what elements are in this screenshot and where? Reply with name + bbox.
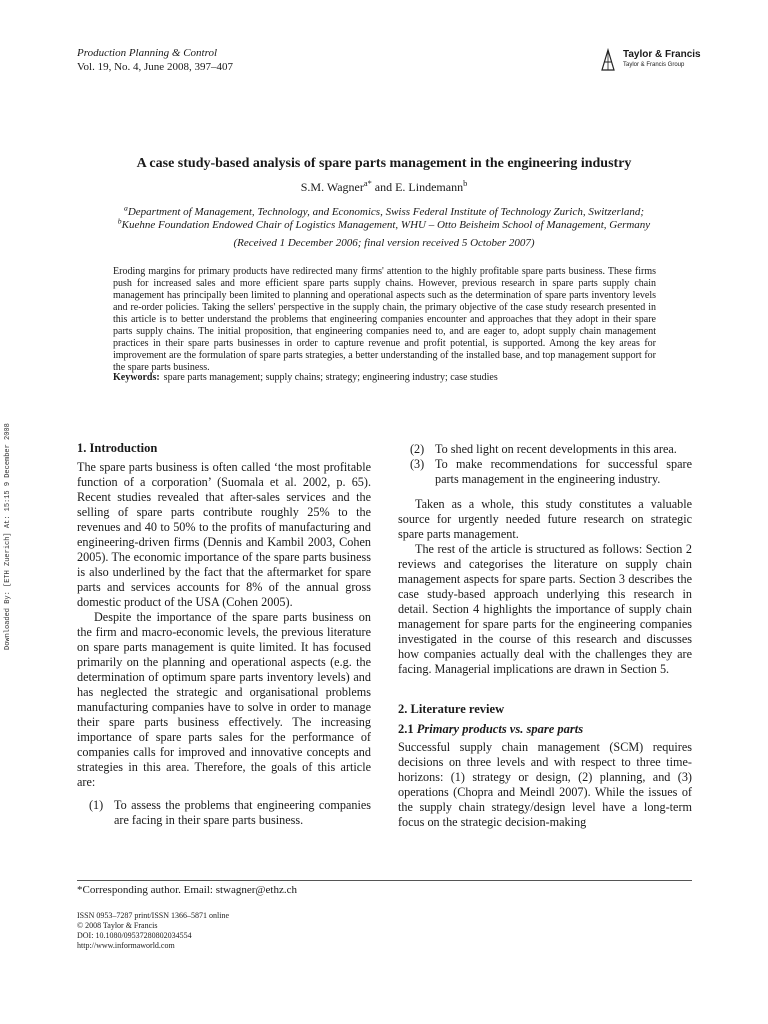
section-heading-introduction: 1. Introduction — [77, 441, 158, 455]
author-conjunction: and — [371, 180, 396, 194]
author-marker: a* — [363, 179, 372, 188]
publisher-logo-icon — [598, 48, 618, 72]
corresponding-author-footnote: *Corresponding author. Email: stwagner@ethz.ch — [77, 884, 297, 896]
affiliation-marker: a — [124, 203, 128, 213]
footnote-divider — [77, 880, 692, 881]
left-column — [77, 440, 371, 838]
right-column — [398, 440, 692, 830]
article-title: A case study-based analysis of spare parts management in the engineering industry — [136, 156, 632, 171]
affiliation-a — [60, 203, 708, 219]
affiliations — [60, 203, 708, 232]
affiliation-text: Department of Management, Technology, and Economics, Swiss Federal Institute of Technology Zurich, Switzerland; — [127, 206, 644, 218]
abstract: Eroding margins for primary products have redirected many firms' attention to the highly profitable spare parts business. These firms push for increased sales and more efficient spare parts supply chains. However, previous research in spare parts supply chain management has principally been limited to planning and operational aspects such as the determination of spare parts inventory levels and re-order policies. Taking the sellers' perspective in the supply chain, the primary objective of the case study research presented in this article is to better understand the problems that engineering companies encounter and approaches that they adopt in their spare parts supply chains. The initial proposition, that engineering companies need to, and are eager to, adopt supply chain management practices in their spare parts businesses in order to capture revenue and profit potential, is supported. Among the key areas for improvement are the formulation of spare parts strategies, a better understanding of the installed base, and top management support for the spare parts business. — [113, 266, 656, 373]
publication-info — [77, 911, 229, 951]
list-item — [77, 798, 371, 828]
author-line — [0, 180, 768, 195]
goals-list — [77, 798, 371, 828]
paragraph: Taken as a whole, this study constitutes a valuable source for urgently needed future research on strategic spare parts management. — [398, 497, 692, 541]
list-item-number: (1) — [89, 798, 104, 812]
doi: DOI: 10.1080/09537280802034554 — [77, 931, 192, 940]
paragraph: Successful supply chain management (SCM) requires decisions on three levels and with respect to three time-horizons: (1) strategy or design, (2) planning, and (3) operations (Chopra and Meindl 2007). While the issues of the supply chain strategy/design level have a long-term focus on the strategic decision-making — [398, 740, 692, 829]
copyright: © 2008 Taylor & Francis — [77, 921, 158, 930]
list-item-text: To make recommendations for successful spare parts management in the engineering industry. — [435, 457, 692, 486]
affiliation-text: Kuehne Foundation Endowed Chair of Logistics Management, WHU – Otto Beisheim School of Management, Germany — [121, 219, 651, 231]
subsection-heading — [398, 721, 692, 737]
keywords-list: spare parts management; supply chains; strategy; engineering industry; case studies — [163, 372, 498, 383]
subsection-number: 2.1 — [398, 722, 414, 736]
list-item — [398, 457, 692, 487]
subsection-title: Primary products vs. spare parts — [416, 722, 584, 736]
volume-info: Vol. 19, No. 4, June 2008, 397–407 — [77, 61, 233, 73]
author-name: E. Lindemann — [395, 180, 464, 194]
paragraph: The rest of the article is structured as follows: Section 2 reviews and categorises the literature on supply chain management aspects for spare parts. Section 3 describes the case study-based approach underlying this research in detail. Section 4 highlights the importance of supply chain management for spare parts for the engineering companies investigated in the course of this research and discusses how companies actually deal with the challenges they are facing. Managerial implications are drawn in Section 5. — [398, 542, 692, 676]
journal-info — [77, 46, 233, 74]
download-watermark: Downloaded By: [ETH Zuerich] At: 15:15 9 December 2008 — [4, 423, 12, 650]
publisher-url[interactable]: http://www.informaworld.com — [77, 941, 175, 950]
publisher-group: Taylor & Francis Group — [623, 62, 685, 68]
paragraph: Despite the importance of the spare parts business on the firm and macro-economic levels, the previous literature on spare parts management is quite limited. It has focused primarily on the planning and operational aspects (e.g. the determination of optimum spare parts inventory levels) and has neglected the strategic and organisational problems manufacturing companies have to solve in order to manage their spare parts business effectively. The increasing importance of spare parts sales for the performance of companies calls for improved and innovative concepts and strategies in this area. Therefore, the goals of this article are: — [77, 610, 371, 789]
list-item-number: (2) — [410, 442, 425, 456]
list-item-number: (3) — [410, 457, 425, 471]
received-dates: (Received 1 December 2006; final version received 5 October 2007) — [233, 237, 535, 249]
section-heading-literature-review: 2. Literature review — [398, 702, 505, 716]
author-marker: b — [463, 179, 468, 188]
affiliation-b — [60, 216, 708, 232]
publisher-logo — [598, 48, 701, 72]
list-item-text: To assess the problems that engineering companies are facing in their spare parts business. — [114, 798, 371, 827]
list-item-text: To shed light on recent developments in this area. — [435, 442, 677, 456]
author-name: S.M. Wagner — [300, 180, 364, 194]
list-item — [398, 442, 692, 457]
affiliation-marker: b — [117, 216, 122, 226]
issn: ISSN 0953–7287 print/ISSN 1366–5871 online — [77, 911, 230, 920]
keywords-label: Keywords: — [113, 372, 160, 383]
goals-list-continued — [398, 442, 692, 487]
paragraph: The spare parts business is often called ‘the most profitable function of a corporation’ (Suomala et al. 2002, p. 65). Recent studies revealed that after-sales services and the selling of spare parts contribute roughly 25% to the revenues and 40 to 50% to the profits of manufacturing and engineering-driven firms (Dennis and Kambil 2003, Cohen 2005). The economic importance of the spare parts business is also underlined by the fact that the aftermarket for spare parts and services accounts for 8% of the annual gross domestic product of the USA (Cohen 2005). — [77, 460, 371, 609]
journal-name: Production Planning & Control — [77, 47, 218, 59]
keywords — [113, 372, 673, 383]
publisher-name: Taylor & Francis — [623, 49, 701, 60]
